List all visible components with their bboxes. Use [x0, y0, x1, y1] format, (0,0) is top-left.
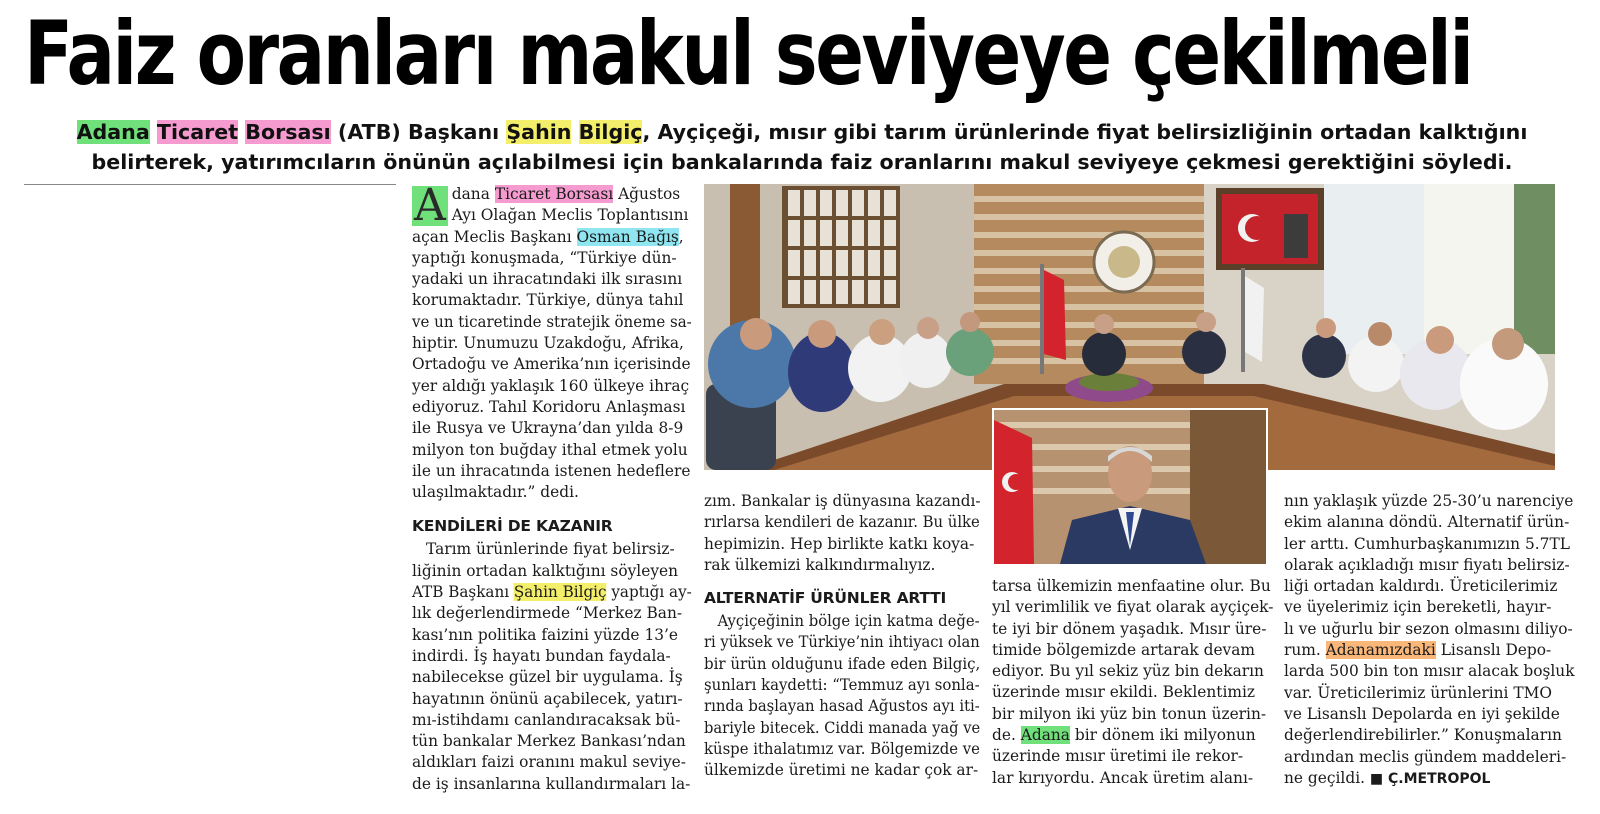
- text-line: lık değerlendirmede “Merkez Ban-: [412, 604, 683, 623]
- highlight-adana: Adana: [76, 120, 150, 144]
- text-line: ler arttı. Cumhurbaşkanımızın 5.7TL: [1284, 534, 1570, 553]
- text-line: ülkemizde üretimi ne kadar çok ar-: [704, 761, 979, 780]
- divider-rule: [24, 184, 396, 185]
- text-line: rum. Adanamızdaki Lisanslı Depo-: [1284, 641, 1552, 660]
- text-line: tarsa ülkemizin menfaatine olur. Bu: [992, 577, 1271, 595]
- article-column-3: [992, 576, 1274, 789]
- text-line: hiptir. Unumuzu Uzakdoğu, Afrika,: [412, 334, 684, 353]
- highlight-osman-bagis: Osman Bağış: [576, 227, 679, 246]
- article-column-4: [1284, 491, 1580, 789]
- text-line: Ortadoğu ve Amerika’nın içerisinde: [412, 355, 691, 374]
- text-line: değerlendirebilirler.” Konuşmaların: [1284, 726, 1562, 745]
- text-line: ve un ticaretinde stratejik öneme sa-: [412, 312, 692, 331]
- text-line: zım. Bankalar iş dünyasına kazandı-: [704, 492, 981, 510]
- text-line: tün bankalar Merkez Bankası’ndan: [412, 732, 686, 751]
- text-line: ile un ihracatında istenen hedeflere: [412, 461, 691, 480]
- text-line: yaptığı konuşmada, “Türkiye dün-: [412, 248, 677, 267]
- subhead-kendileri: KENDİLERİ DE KAZANIR: [412, 517, 613, 536]
- lead-rest: , Ayçiçeği, mısır gibi tarım ürünlerinde fiyat belirsizliğinin ortadan kalktığını: [642, 120, 1528, 144]
- text-line: var. Üreticilerimiz ürünlerini TMO: [1284, 683, 1553, 702]
- text-line: üzerinde mısır üretimi ile rekor-: [992, 747, 1244, 766]
- text-line: indirdi. İş hayatı bundan faydala-: [412, 646, 671, 665]
- text-line: ediyoruz. Tahıl Koridoru Anlaşması: [412, 397, 686, 416]
- text-line: aldıkları faizi oranını makul seviye-: [412, 753, 686, 772]
- text-line: Ayı Olağan Meclis Toplantısını: [451, 206, 689, 225]
- highlight-sahin: Şahin: [506, 120, 572, 144]
- highlight-sahin-bilgic: Şahin Bilgiç: [513, 583, 607, 602]
- text-line: ri yüksek ve Türkiye’nin ihtiyacı olan: [704, 633, 980, 652]
- highlight-bilgic: Bilgiç: [578, 120, 643, 144]
- highlight-borsasi: Borsası: [245, 120, 331, 144]
- article-column-2: [704, 491, 980, 782]
- highlight-ticaret-borsasi: Ticaret Borsası: [494, 185, 614, 203]
- text-line: ediyor. Bu yıl sekiz yüz bin dekarın: [992, 662, 1264, 681]
- text-line: bir ürün olduğunu ifade eden Bilgiç,: [704, 654, 981, 673]
- text-line: de iş insanlarına kullandırmaları la-: [412, 774, 691, 793]
- paragraph-lines: [704, 611, 980, 781]
- text-line: olarak açıkladığı mısır fiyatı belirsiz-: [1284, 555, 1570, 574]
- source-signature: ■ Ç.METROPOL: [1369, 770, 1491, 787]
- text-line: de. Adana bir dönem iki milyonun: [992, 726, 1256, 745]
- text-line: milyon ton buğday ithal etmek yolu: [412, 440, 688, 459]
- text-line: larda 500 bin ton mısır alacak boşluk: [1284, 662, 1575, 681]
- text-line: yer aldığı yaklaşık 160 ülkeye ihraç: [412, 376, 690, 395]
- text-line: mı-istihdamı canlandıracaksak bü-: [412, 710, 681, 729]
- highlight-adana: Adana: [1020, 726, 1070, 745]
- text-line: açan Meclis Başkanı Osman Bağış,: [412, 227, 684, 246]
- text-line: şunları kaydetti: “Temmuz ayı sonla-: [704, 676, 980, 695]
- inset-portrait-photo: [992, 408, 1268, 566]
- text-line: te iyi bir dönem yaşadık. Mısır üre-: [992, 619, 1267, 638]
- text-line: bariyle bitecek. Ciddi manada yağ ve: [704, 718, 981, 737]
- text-line: liğinin ortadan kalktığını söyleyen: [412, 561, 679, 580]
- lead-line-1: [24, 117, 1580, 147]
- article-column-1: [412, 180, 692, 795]
- text-line: ve üyelerimiz için bereketli, hayır-: [1284, 598, 1552, 617]
- paragraph-lines: [1284, 661, 1580, 767]
- text-line: bir milyon iki yüz bin tonun üzerin-: [992, 704, 1267, 723]
- text-line: yadaki un ihracatındaki ilk sırasını: [412, 270, 683, 289]
- text-line: dana Ticaret Borsası Ağustos: [451, 185, 681, 203]
- text-line: yıl verimlilik ve fiyat olarak ayçiçek-: [992, 598, 1274, 617]
- text-line: ulaşılmaktadır.” dedi.: [412, 483, 579, 502]
- text-line: Ayçiçeğinin bölge için katma değe-: [717, 612, 980, 631]
- intro-lines: [412, 248, 692, 504]
- text-line: timide bölgemizde artarak devam: [992, 640, 1256, 659]
- text-line: ile Rusya ve Ukrayna’dan yılda 8-9: [412, 419, 684, 438]
- text-line: küspe ithalatımız var. Bölgemizde ve: [704, 739, 980, 758]
- text-line: nın yaklaşık yüzde 25-30’u narenciye: [1284, 492, 1574, 510]
- intro-paragraph: [412, 180, 692, 503]
- text-line: rırlarsa kendileri de kazanır. Bu ülke: [704, 513, 980, 532]
- text-line: ATB Başkanı Şahin Bilgiç yaptığı ay-: [412, 583, 692, 602]
- text-line: hepimizin. Hep birlikte katkı koya-: [704, 534, 975, 553]
- paragraph-lines: [704, 491, 980, 576]
- lead-paragraph: [24, 117, 1580, 177]
- text-line: lar kırıyordu. Ancak üretim alanı-: [992, 768, 1254, 787]
- lead-mid: (ATB) Başkanı: [330, 120, 507, 144]
- paragraph-lines: [992, 746, 1274, 789]
- inset-portrait-illustration: [994, 410, 1266, 564]
- text-line: Tarım ürünlerinde fiyat belirsiz-: [426, 540, 675, 559]
- text-line: ne geçildi. ■ Ç.METROPOL: [1284, 768, 1491, 787]
- text-line: ekim alanına döndü. Alternatif ürün-: [1284, 513, 1570, 532]
- text-line: liği ortadan kaldırdı. Üreticilerimiz: [1284, 577, 1558, 596]
- lead-line-2: belirterek, yatırımcıların önünün açılabilmesi için bankalarında faiz oranlarını makul seviyeye çekmesi gerektiğini söyledi.: [91, 150, 1513, 174]
- highlight-adanamizdaki: Adanamızdaki: [1325, 641, 1436, 660]
- text-line: hayatının önünü açabilecek, yatırı-: [412, 689, 683, 708]
- text-line: kası’nın politika faizini yüzde 13’e: [412, 625, 679, 644]
- text-line: korumaktadır. Türkiye, dünya tahıl: [412, 291, 684, 310]
- text-line: rında başlayan hasad Ağustos ayı iti-: [704, 697, 980, 716]
- subhead-alternatif: ALTERNATİF ÜRÜNLER ARTTI: [704, 589, 947, 608]
- text-line: ardından meclis gündem maddeleri-: [1284, 747, 1567, 766]
- text-line: lı ve uğurlu bir sezon olmasını diliyo-: [1284, 619, 1573, 638]
- text-line: nabilecekse güzel bir uygulama. İş: [412, 668, 683, 687]
- headline: Faiz oranları makul seviyeye çekilmeli: [24, 2, 1472, 105]
- text-line: rak ülkemizi kalkındırmalıyız.: [704, 555, 936, 574]
- paragraph-lines: [412, 603, 692, 795]
- dropcap: A: [414, 180, 446, 231]
- highlight-ticaret: Ticaret: [156, 120, 239, 144]
- text-line: üzerinde mısır ekildi. Beklentimiz: [992, 683, 1256, 702]
- text-line: ve Lisanslı Depolarda en iyi şekilde: [1284, 704, 1560, 723]
- paragraph-lines: [992, 576, 1274, 725]
- paragraph-lines: [1284, 491, 1580, 640]
